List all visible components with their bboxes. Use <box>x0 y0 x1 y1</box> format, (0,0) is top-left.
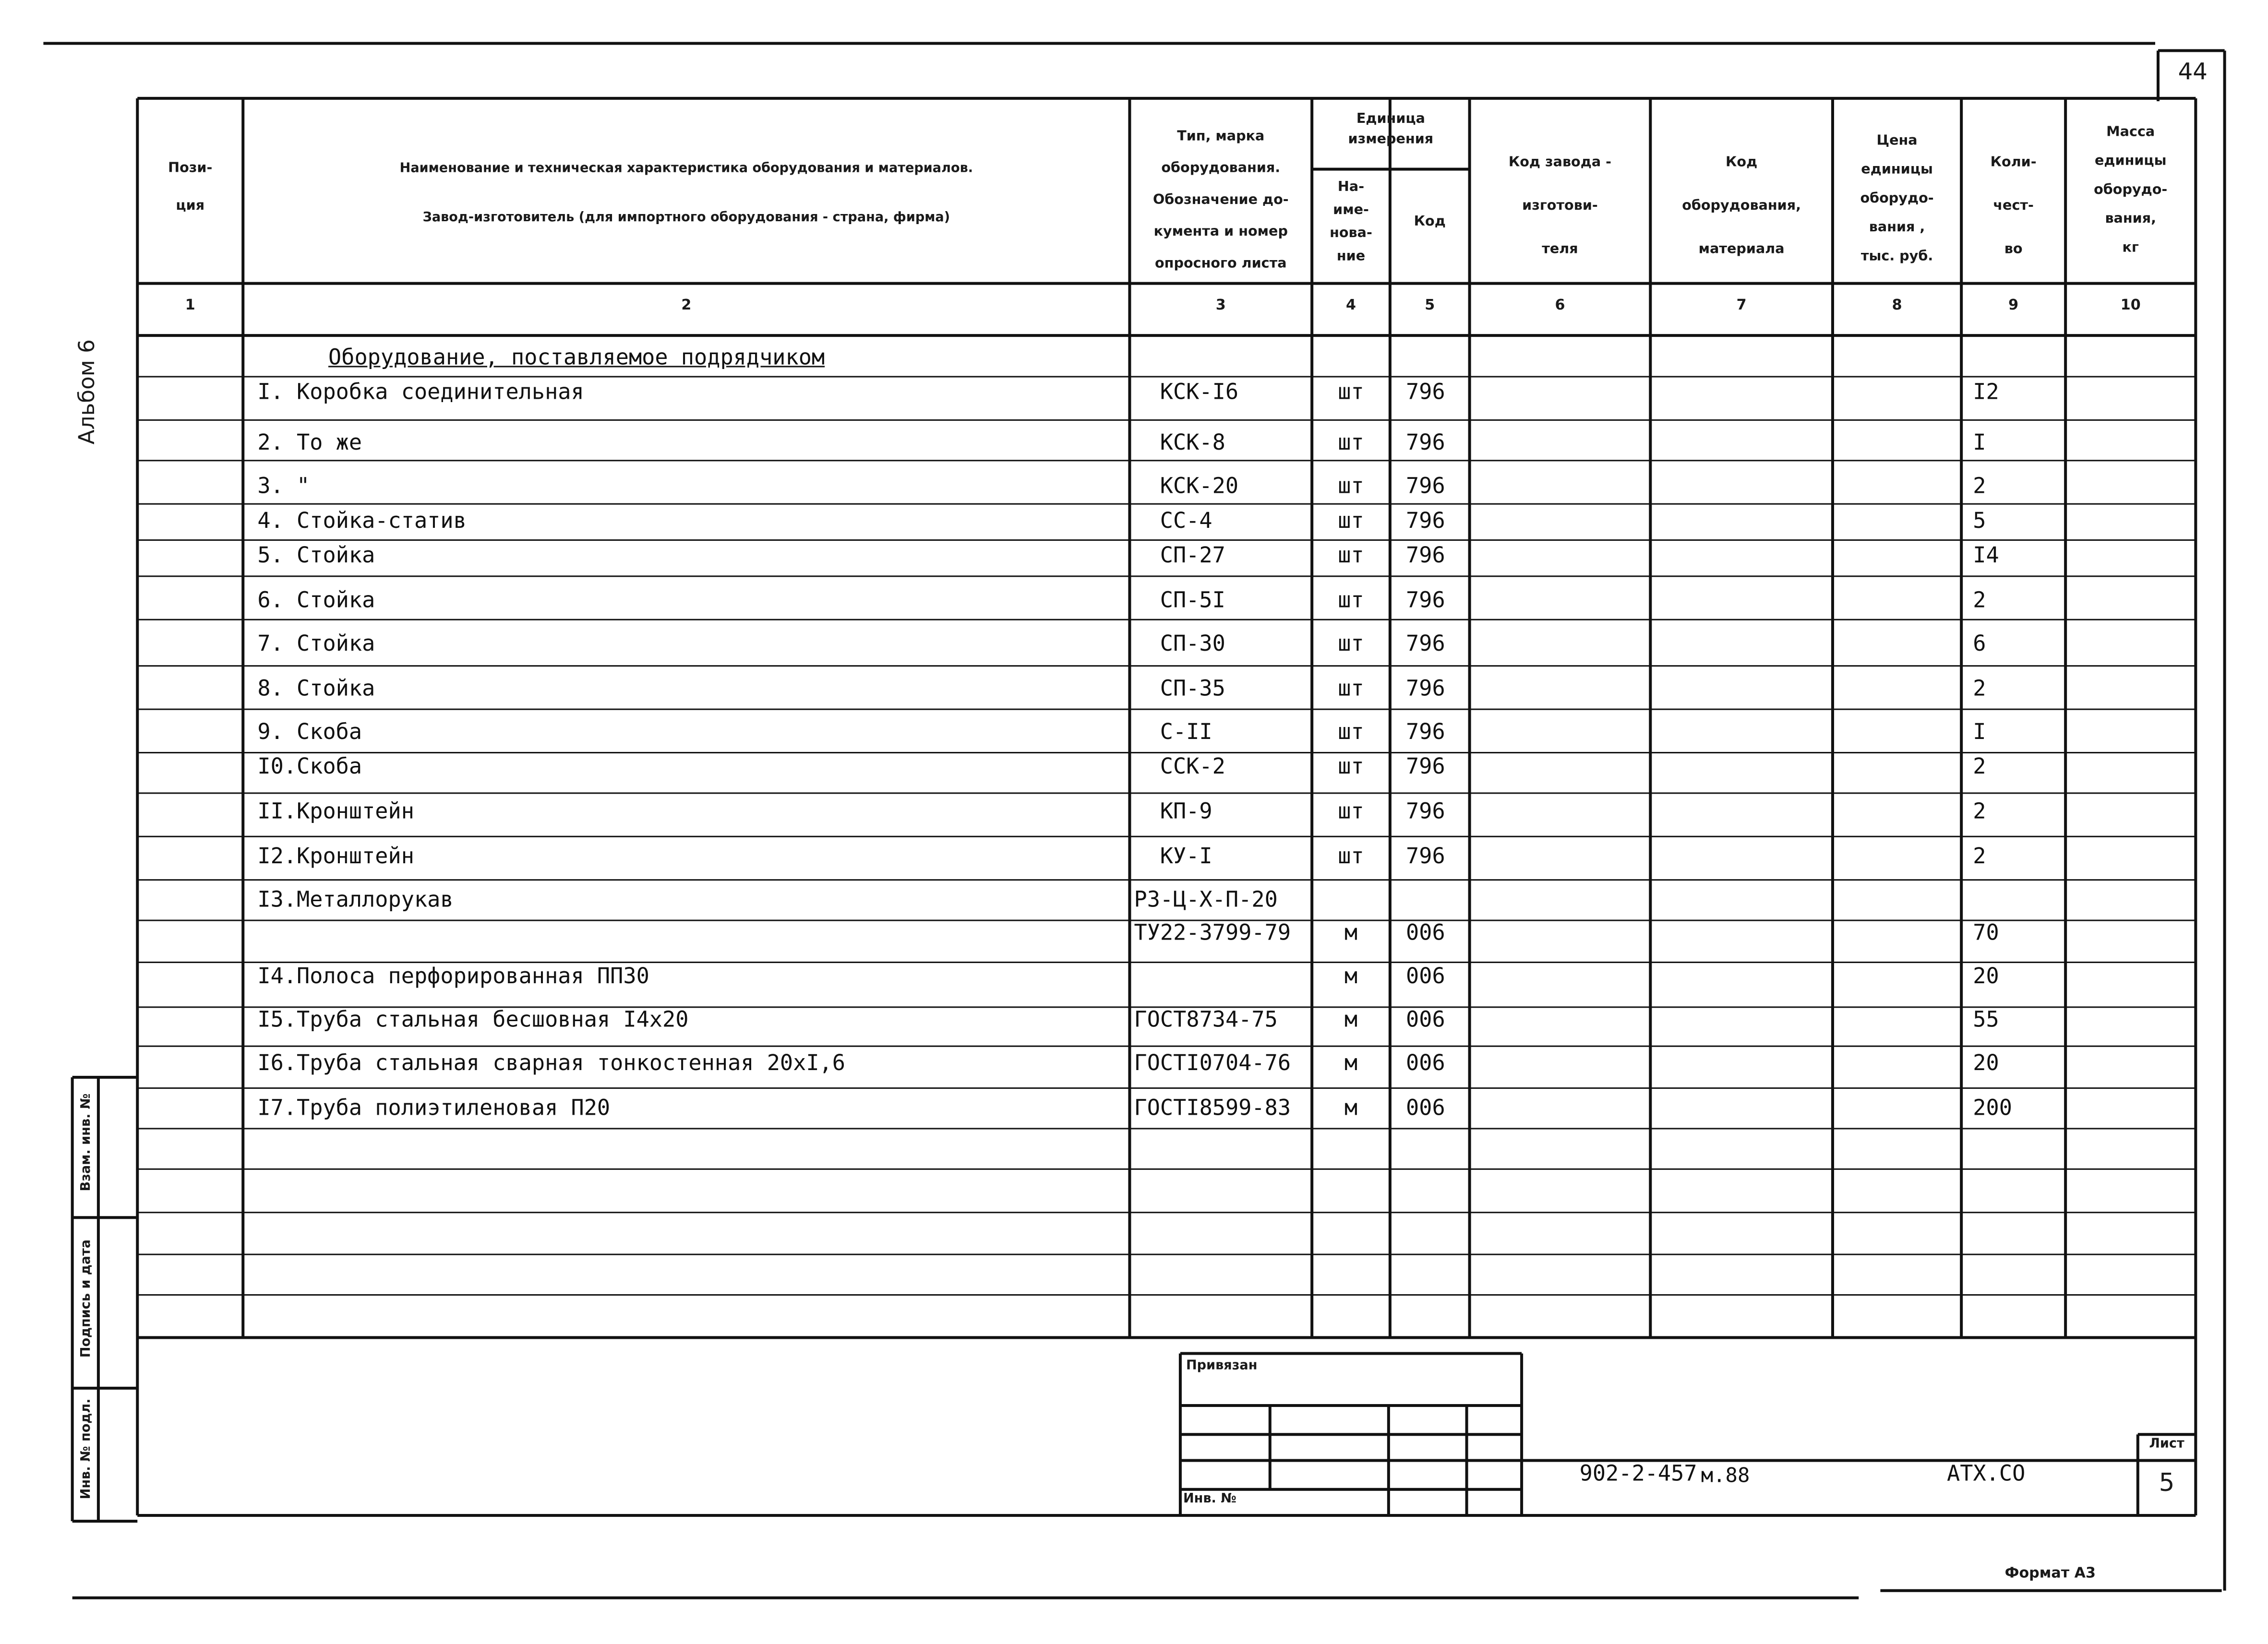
header-price-line-3: оборудо- <box>1860 191 1934 207</box>
unit-subheader-rule <box>1312 168 1469 170</box>
row-rule-20 <box>137 1167 2196 1169</box>
header-mass-line-2: единицы <box>2094 153 2167 169</box>
row-rule-11 <box>137 792 2196 793</box>
column-number-9: 9 <box>2008 298 2019 314</box>
column-number-7: 7 <box>1736 298 1747 314</box>
item-unit-code: 796 <box>1406 379 1445 405</box>
sheet-corner-number: 44 <box>2178 58 2208 85</box>
column-number-2: 2 <box>681 298 692 314</box>
item-unit-code: 796 <box>1406 753 1445 780</box>
item-quantity: I <box>1973 718 1986 745</box>
item-name: I4.Полоса перфорированная ПП30 <box>257 963 649 989</box>
row-rule-8 <box>137 665 2196 666</box>
side-stamp-inv-podl: Инв. № подл. <box>79 1398 94 1500</box>
item-type: КСК-20 <box>1160 473 1239 499</box>
row-rule-10 <box>137 751 2196 752</box>
item-unit: м <box>1344 1049 1358 1076</box>
item-type: СП-30 <box>1160 630 1225 657</box>
privyazan-col3 <box>1466 1406 1467 1515</box>
column-number-1: 1 <box>185 298 195 314</box>
header-maker-code-line-3: теля <box>1542 241 1578 258</box>
item-quantity: 70 <box>1973 919 1999 946</box>
item-unit-code: 796 <box>1406 718 1445 745</box>
item-name: I5.Труба стальная бесшовная I4x20 <box>257 1006 689 1033</box>
header-equipment-code-line-1: Код <box>1726 155 1758 171</box>
document-number: 902-2-457 <box>1579 1460 1697 1487</box>
item-type: СП-27 <box>1160 542 1225 569</box>
item-quantity: 6 <box>1973 630 1986 657</box>
format-label: Формат А3 <box>2004 1566 2096 1582</box>
item-quantity: 55 <box>1973 1006 1999 1033</box>
row-rule-9 <box>137 708 2196 709</box>
item-quantity: 5 <box>1973 507 1986 534</box>
column-number-4: 4 <box>1346 298 1356 314</box>
item-unit-code: 796 <box>1406 843 1445 870</box>
header-type-line-4: кумента и номер <box>1153 224 1288 240</box>
bottom-rule <box>72 1597 1859 1599</box>
side-stamp-div1 <box>72 1216 138 1218</box>
item-unit: шт <box>1338 507 1364 534</box>
header-mass-line-4: вания, <box>2105 211 2156 227</box>
item-unit-code: 796 <box>1406 675 1445 702</box>
item-unit: шт <box>1338 718 1364 745</box>
header-name-line-2: Завод-изготовитель (для импортного оборудования - страна, фирма) <box>422 211 950 226</box>
item-type: СП-35 <box>1160 675 1225 702</box>
item-unit-code: 796 <box>1406 542 1445 569</box>
header-unit-name-line-2: имe- <box>1333 202 1369 219</box>
privyazan-row1 <box>1180 1405 1522 1406</box>
item-unit: шт <box>1338 542 1364 569</box>
row-rule-21 <box>137 1211 2196 1213</box>
row-rule-17 <box>137 1045 2196 1046</box>
item-quantity: 2 <box>1973 843 1986 870</box>
item-type: ССК-2 <box>1160 753 1225 780</box>
corner-box-top <box>2158 50 2225 52</box>
item-name: 2. То же <box>257 429 362 456</box>
item-name: 4. Стойка-статив <box>257 507 467 534</box>
side-stamp-podpis-data: Подпись и дата <box>79 1239 94 1358</box>
item-quantity: I2 <box>1973 379 1999 405</box>
header-unit-name-line-1: На- <box>1337 179 1365 195</box>
row-rule-22 <box>137 1253 2196 1254</box>
item-type: КСК-8 <box>1160 429 1225 456</box>
item-unit-code: 796 <box>1406 587 1445 613</box>
header-maker-code-line-1: Код завода - <box>1508 155 1612 171</box>
header-name-line-1: Наименование и техническая характеристика оборудования и материалов. <box>399 162 973 177</box>
header-unit-line-2: измерения <box>1348 131 1434 148</box>
header-equipment-code-line-3: материала <box>1698 241 1785 258</box>
table-top-border <box>137 97 2196 99</box>
header-unit-name-line-4: ние <box>1336 249 1366 265</box>
side-stamp-inner <box>97 1077 99 1521</box>
row-rule-12 <box>137 835 2196 836</box>
item-unit-code: 006 <box>1406 1006 1445 1033</box>
item-quantity: 20 <box>1973 1049 1999 1076</box>
item-quantity: I <box>1973 429 1986 456</box>
row-rule-6 <box>137 575 2196 576</box>
column-number-5: 5 <box>1425 298 1435 314</box>
item-unit: шт <box>1338 379 1364 405</box>
header-unit-code-line-1: Код <box>1414 214 1446 230</box>
header-maker-code-line-2: изготови- <box>1522 198 1598 214</box>
item-unit: шт <box>1338 429 1364 456</box>
item-unit: м <box>1344 919 1358 946</box>
item-type: СП-5I <box>1160 587 1225 613</box>
privyazan-row4 <box>1180 1489 1522 1490</box>
column-number-3: 3 <box>1215 298 1226 314</box>
column-number-6: 6 <box>1555 298 1565 314</box>
item-unit-code: 006 <box>1406 1095 1445 1121</box>
album-label: Альбом 6 <box>73 339 100 445</box>
header-quantity-line-3: во <box>2004 241 2023 258</box>
header-position-line-1: Пози- <box>168 160 213 177</box>
item-unit-code: 006 <box>1406 919 1445 946</box>
header-price-line-1: Цена <box>1876 133 1918 149</box>
item-name: I7.Труба полиэтиленовая П20 <box>257 1095 611 1121</box>
item-name: I2.Кронштейн <box>257 843 414 870</box>
item-name: 5. Стойка <box>257 542 375 569</box>
column-number-8: 8 <box>1892 298 1902 314</box>
table-body-bottom <box>137 1336 2196 1339</box>
stamp-inv-no: Инв. № <box>1183 1492 1236 1507</box>
header-unit-line-1: Единица <box>1356 111 1425 128</box>
item-quantity: 2 <box>1973 587 1986 613</box>
list-box-top <box>2138 1433 2196 1435</box>
sheet-label: Лист <box>2149 1437 2184 1452</box>
item-unit: м <box>1344 963 1358 989</box>
item-type: РЗ-Ц-Х-П-20 <box>1134 886 1278 913</box>
document-number-suffix: м.88 <box>1701 1465 1750 1488</box>
item-unit: шт <box>1338 798 1364 824</box>
item-type: КП-9 <box>1160 798 1212 824</box>
row-rule-4 <box>137 502 2196 504</box>
item-quantity: 2 <box>1973 473 1986 499</box>
header-price-line-4: вания , <box>1869 220 1925 236</box>
corner-box-left <box>2157 50 2159 101</box>
side-stamp-left <box>72 1077 73 1521</box>
colnum-bottom-rule <box>137 334 2196 336</box>
item-name: I. Коробка соединительная <box>257 379 584 405</box>
header-quantity-line-2: чест- <box>1993 198 2034 214</box>
privyazan-row2 <box>1180 1434 1522 1435</box>
item-quantity: I4 <box>1973 542 1999 569</box>
row-rule-23 <box>137 1293 2196 1295</box>
privyazan-top <box>1180 1353 1522 1355</box>
column-number-10: 10 <box>2120 298 2141 314</box>
list-box-divider <box>2138 1460 2196 1461</box>
item-unit-code: 796 <box>1406 429 1445 456</box>
item-name: I0.Скоба <box>257 753 362 780</box>
item-quantity: 20 <box>1973 963 1999 989</box>
item-name: 6. Стойка <box>257 587 375 613</box>
item-unit: шт <box>1338 753 1364 780</box>
item-unit-code: 006 <box>1406 963 1445 989</box>
header-type-line-5: опросного листа <box>1155 256 1287 272</box>
header-type-line-1: Тип, марка <box>1177 129 1265 145</box>
item-unit-code: 796 <box>1406 473 1445 499</box>
item-unit: шт <box>1338 587 1364 613</box>
item-unit: м <box>1344 1095 1358 1121</box>
side-stamp-vzam-inv: Взам. инв. № <box>79 1093 94 1191</box>
item-type: КСК-I6 <box>1160 379 1239 405</box>
item-unit: шт <box>1338 843 1364 870</box>
header-mass-line-5: кг <box>2122 240 2139 256</box>
row-rule-7 <box>137 618 2196 619</box>
item-quantity: 2 <box>1973 798 1986 824</box>
header-type-line-3: Обозначение до- <box>1152 192 1289 208</box>
item-name: 9. Скоба <box>257 718 362 745</box>
header-mass-line-1: Масса <box>2106 124 2155 141</box>
privyazan-col1 <box>1269 1406 1271 1489</box>
sheet-number: 5 <box>2159 1469 2175 1498</box>
item-type: ГОСТI0704-76 <box>1134 1049 1291 1076</box>
item-unit-code: 796 <box>1406 507 1445 534</box>
item-unit: м <box>1344 1006 1358 1033</box>
item-unit: шт <box>1338 473 1364 499</box>
item-type: ТУ22-3799-79 <box>1134 919 1291 946</box>
item-unit-code: 796 <box>1406 798 1445 824</box>
header-equipment-code-line-2: оборудования, <box>1682 198 1801 214</box>
item-unit: шт <box>1338 630 1364 657</box>
document-code: АТХ.СО <box>1947 1460 2026 1487</box>
item-type: СС-4 <box>1160 507 1212 534</box>
row-rule-3 <box>137 459 2196 461</box>
item-name: 7. Стойка <box>257 630 375 657</box>
item-unit: шт <box>1338 675 1364 702</box>
item-type: ГОСТI8599-83 <box>1134 1095 1291 1121</box>
row-rule-1 <box>137 375 2196 377</box>
item-name: 8. Стойка <box>257 675 375 702</box>
row-rule-15 <box>137 961 2196 962</box>
row-rule-13 <box>137 879 2196 880</box>
stamp-privyazan: Привязан <box>1186 1359 1258 1374</box>
item-name: II.Кронштейн <box>257 798 414 824</box>
item-unit-code: 006 <box>1406 1049 1445 1076</box>
section-title: Оборудование, поставляемое подрядчиком <box>328 344 825 370</box>
item-name: I6.Труба стальная сварная тонкостенная 20xI,6 <box>257 1049 846 1076</box>
item-quantity: 200 <box>1973 1095 2012 1121</box>
row-rule-19 <box>137 1127 2196 1129</box>
item-name: 3. " <box>257 473 310 499</box>
row-rule-18 <box>137 1087 2196 1088</box>
header-bottom-rule <box>137 282 2196 285</box>
row-rule-2 <box>137 418 2196 420</box>
top-rule <box>43 42 2155 45</box>
header-price-line-5: тыс. руб. <box>1860 249 1933 265</box>
header-unit-name-line-3: нова- <box>1330 226 1372 242</box>
item-type: С-II <box>1160 718 1212 745</box>
item-quantity: 2 <box>1973 675 1986 702</box>
row-rule-5 <box>137 538 2196 540</box>
header-position-line-2: ция <box>176 198 205 214</box>
header-type-line-2: оборудования. <box>1161 160 1281 177</box>
item-type: КУ-I <box>1160 843 1212 870</box>
frame-bottom-right <box>1880 1590 2221 1592</box>
item-unit-code: 796 <box>1406 630 1445 657</box>
frame-right <box>2223 50 2225 1590</box>
header-mass-line-3: оборудо- <box>2094 182 2168 198</box>
header-price-line-2: единицы <box>1861 162 1933 178</box>
privyazan-col2 <box>1388 1406 1389 1515</box>
header-quantity-line-1: Коли- <box>1990 155 2037 171</box>
item-quantity: 2 <box>1973 753 1986 780</box>
item-type: ГОСТ8734-75 <box>1134 1006 1278 1033</box>
title-block-bottom <box>137 1514 2196 1516</box>
item-name: I3.Металлорукав <box>257 886 454 913</box>
